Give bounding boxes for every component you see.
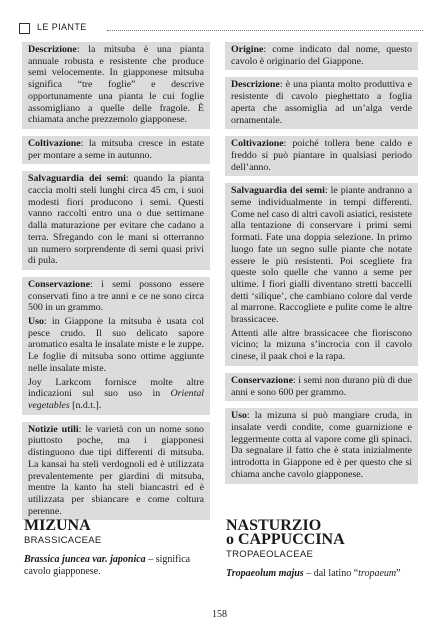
block-text: : in Giappone la mitsuba è usata col pesce crudo. Il suo delicato sapore aromatico esalta le insalate miste e le zuppe. Le foglie di mitsuba sono ottime aggiunte nelle insalate miste.: [28, 316, 204, 374]
right-column: [225, 42, 418, 491]
info-block-salvaguardia: [22, 171, 210, 270]
info-block-salvaguardia-2: [225, 183, 418, 366]
block-text: [n.d.t.].: [69, 399, 102, 411]
info-block-uso: [225, 408, 418, 483]
title-line: o CAPPUCCINA: [226, 531, 345, 548]
block-text: : poiché tollera bene caldo e freddo si può piantare in qualsiasi periodo dell’anno.: [231, 138, 412, 173]
info-block-conservazione: [22, 277, 210, 415]
block-label: Uso: [231, 410, 247, 422]
block-text: : i semi non durano più di due anni e sono 600 per grammo.: [231, 374, 412, 398]
block-label: Conservazione: [28, 278, 90, 290]
info-block-descrizione: [22, 42, 210, 129]
plant-family: BRASSICACEAE: [24, 535, 102, 546]
block-text: : la mizuna si può mangiare cruda, in insalate verdi condite, come guarnizione e leggermente cotta al vapore come gli spinaci. Da segnalare il fatto che è stata inizialmente introdotta in Giappone ed è per questo che si chiama anche cavolo giapponese.: [231, 410, 412, 480]
block-text: Attenti alle altre brassicacee che fioriscono vicino; la mizuna s’incrocia con il cavolo cinese, il paak choi e la rapa.: [231, 327, 412, 363]
intro-text: – dal latino “: [303, 568, 359, 579]
block-text: : la mitsuba cresce in estate per montare a seme in autunno.: [28, 137, 204, 161]
block-text: : le varietà con un nome sono piuttosto poche, ma i giapponesi distinguono due tipi differenti di mitsuba. La kansai ha steli verdognoli ed è utilizzata prevalentemente per giardini di mitsuba, mentre la kanto ha steli biancastri ed è utilizzata per sbiancare e come coltura perenne.: [28, 423, 204, 517]
page-number: 158: [212, 609, 227, 620]
latin-name: Brassica juncea var. japonica: [24, 554, 146, 565]
section-nasturzio: [226, 519, 419, 580]
info-block-origine: [225, 42, 418, 70]
plant-intro: [24, 554, 214, 578]
page-header: [19, 22, 423, 36]
info-block-descrizione-2: [225, 77, 418, 129]
info-block-coltivazione: [22, 136, 210, 164]
section-title: LE PIANTE: [37, 22, 87, 32]
section-mizuna: [24, 519, 214, 578]
block-label: Salvaguardia dei semi: [231, 185, 325, 197]
block-label: Descrizione: [28, 44, 77, 55]
block-text: : i semi possono essere conservati fino a tre anni e ce ne sono circa 500 in un grammo.: [28, 278, 204, 314]
block-text: Joy Larkcom fornisce molte altre indicazioni sul suo uso in: [28, 376, 204, 400]
header-square-icon: [19, 23, 30, 34]
block-label: Salvaguardia dei semi: [28, 173, 126, 185]
block-text: : quando la pianta caccia molti steli lunghi circa 45 cm, i suoi modesti fiori producono i semi. Questi vanno raccolti entro una o due settimane dalla maturazione per evitare che cadano a terra. Sfregando con le mani si otterranno un numero sorprendente di semi quasi privi di pula.: [28, 173, 204, 267]
info-block-coltivazione-2: [225, 136, 418, 176]
plant-intro: [226, 568, 419, 580]
block-text: : come indicato dal nome, questo cavolo è originario del Giappone.: [231, 44, 412, 67]
block-label: Notizie utili: [28, 423, 79, 435]
info-block-notizie: [22, 422, 210, 521]
block-label: Conservazione: [231, 374, 293, 386]
block-text: : è una pianta molto produttiva e resistente di cavolo pieghettato a foglia aperta che assomiglia ad un’alga verde ornamentale.: [231, 79, 412, 126]
block-label: Origine: [231, 44, 264, 55]
left-column: [22, 42, 210, 527]
block-label: Descrizione: [231, 79, 280, 91]
block-label: Uso: [28, 316, 44, 328]
plant-title: MIZUNA: [24, 517, 91, 534]
plant-title: [226, 519, 419, 547]
block-label: Coltivazione: [28, 137, 81, 149]
intro-text: ”: [396, 568, 401, 579]
info-block-conservazione-2: [225, 373, 418, 401]
title-line: NASTURZIO: [226, 517, 322, 534]
block-text: : la mitsuba è una pianta annuale robusta e resistente che produce semi velocemente. In giapponese mitsuba significa “tre foglie” e descrive opportunamente una pianta le cui foglie assomigliano a quelle delle fragole. È chiamata anche prezzemolo giapponese.: [28, 44, 204, 126]
block-text: : le piante andranno a seme individualmente in tempi differenti. Come nel caso di altri cavoli asiatici, resistete alla tentazione di conservare i primi semi formati. Fate una doppia selezione. In primo luogo fate un segno sulle piante che notate essere le più resistenti. Poi scegliete fra queste solo quelle che vanno a seme per ultime. I fiori gialli diventano stretti baccelli detti ‘silique’, che cambiano colore dal verde al marrone. Raccogliete e pulite come le altre brassicacee.: [231, 185, 412, 326]
latin-word: tropaeum: [358, 568, 397, 579]
intro-text: – significa cavolo giapponese.: [24, 554, 191, 577]
plant-family: TROPAEOLACEAE: [226, 549, 314, 560]
header-dotted-rule: [107, 30, 423, 31]
latin-name: Tropaeolum majus: [226, 568, 304, 579]
block-label: Coltivazione: [231, 138, 284, 150]
book-title: Oriental vegetables: [28, 388, 204, 411]
